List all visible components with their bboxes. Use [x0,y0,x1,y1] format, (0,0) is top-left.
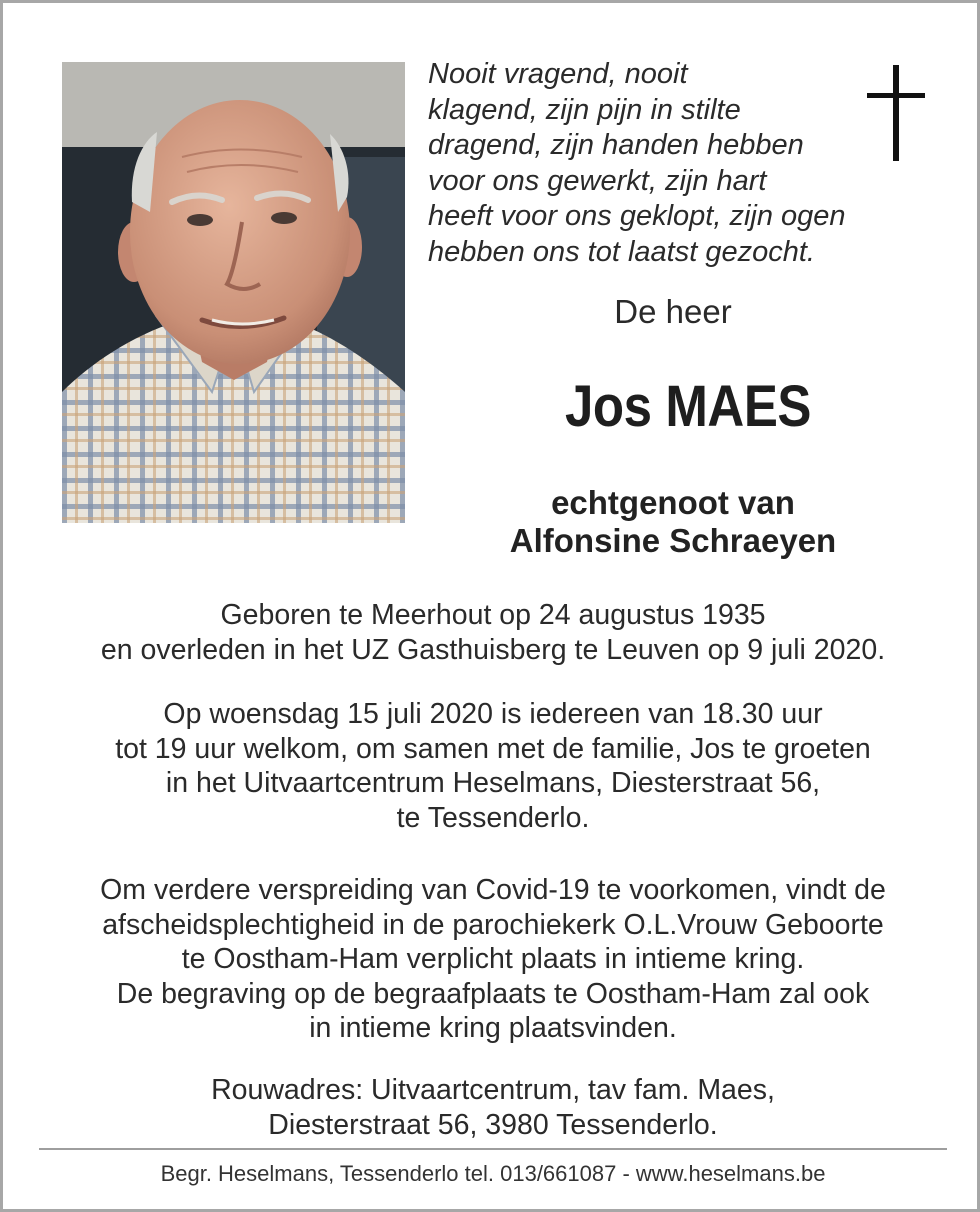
text-line: in het Uitvaartcentrum Heselmans, Diesterstraat 56, [165,767,821,799]
text-line: Op woensdag 15 juli 2020 is iedereen van 18.30 uur [163,698,823,730]
text-line: en overleden in het UZ Gasthuisberg te Leuven op 9 juli 2020. [100,633,886,666]
poem-line: Nooit vragend, nooit [428,58,688,90]
footer-divider [39,1148,947,1150]
text-line: te Oostham-Ham verplicht plaats in intieme kring. [181,943,805,975]
funeral-home-footer: Begr. Heselmans, Tessenderlo tel. 013/661087 - www.heselmans.be [160,1161,826,1186]
text-line: te Tessenderlo. [396,801,590,834]
text-line: in intieme kring plaatsvinden. [309,1012,677,1044]
poem-line: hebben ons tot laatst gezocht. [428,235,815,268]
text-line: Geboren te Meerhout op 24 augustus 1935 [220,599,766,631]
birth-death-paragraph [33,598,953,667]
cross-icon [867,65,927,165]
poem-line: klagend, zijn pijn in stilte [428,93,741,126]
mourning-address [33,1073,953,1142]
salutation: De heer [614,293,732,330]
text-line: afscheidsplechtigheid in de parochiekerk O.L.Vrouw Geboorte [102,908,884,941]
ceremony-paragraph [33,873,953,1046]
portrait-photo [62,62,405,523]
spouse-name: Alfonsine Schraeyen [509,522,837,559]
spouse-intro: echtgenoot van [551,484,795,521]
portrait-illustration [62,62,405,523]
poem-verse [428,57,888,270]
text-line: tot 19 uur welkom, om samen met de familie, Jos te groeten [115,732,871,765]
text-line: Diesterstraat 56, 3980 Tessenderlo. [268,1108,718,1141]
text-line: Rouwadres: Uitvaartcentrum, tav fam. Maes, [211,1074,775,1106]
poem-line: heeft voor ons geklopt, zijn ogen [428,200,846,232]
text-line: Om verdere verspreiding van Covid-19 te voorkomen, vindt de [100,874,886,906]
spouse-block [443,484,903,560]
text-line: De begraving op de begraafplaats te Oostham-Ham zal ook [116,977,870,1010]
visitation-paragraph [33,697,953,835]
deceased-name: Jos MAES [564,374,812,439]
poem-line: dragend, zijn handen hebben [428,129,804,161]
poem-line: voor ons gewerkt, zijn hart [428,164,767,197]
